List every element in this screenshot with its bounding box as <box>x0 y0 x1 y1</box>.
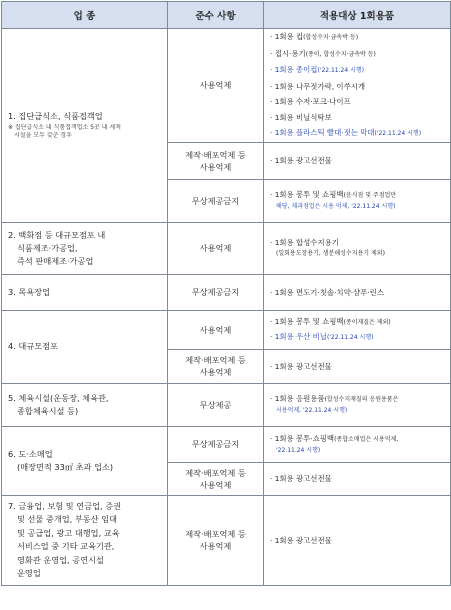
list-item: · 1회용 면도기·칫솔·치약·샴푸·린스 <box>270 287 384 297</box>
list-item-note: (일회용도장용기, 생분해성수지용기 제외) <box>276 250 385 257</box>
list-item: · 1회용 종이컵('22.11.24 시행) <box>270 65 365 74</box>
list-item: · 1회용 응원용품(합성수지재질의 응원용품은 <box>270 394 399 403</box>
table-row <box>2 426 451 462</box>
list-item-note: 해당, 제과점업은 시용 억제, '22.11.24 시행) <box>276 203 396 210</box>
requirement-cell: 무상제공금지 <box>168 179 264 222</box>
requirement-cell: 사용억제 <box>168 222 264 274</box>
table-row <box>2 29 451 143</box>
list-item: · 1회용 봉투 및 쇼핑백(종이재질은 제외) <box>270 316 391 326</box>
table-row <box>2 383 451 426</box>
industry-cell: 7. 금융업, 보험 및 연금업, 증권 및 선물 중개업, 부동산 임대 및 공급업, 광고 대행업, 교육 서비스업 중 기타 교육기관, 영화관 운영업, 공연시설 운영업 <box>2 495 168 585</box>
list-item: · 1회용 광고선전물 <box>270 361 332 371</box>
table-header-row <box>2 2 451 29</box>
list-item: · 1회용 봉투·쇼핑백(종합소매업은 시용억제, <box>270 433 399 443</box>
items-cell <box>264 142 451 179</box>
requirement-cell: 제작·배포억제 등 사용억제 <box>168 142 264 179</box>
list-item: · 1회용 광고선전물 <box>270 474 332 483</box>
requirement-cell: 제작·배포억제 등 사용억제 <box>168 349 264 383</box>
requirement-cell: 사용억제 <box>168 29 264 143</box>
items-cell <box>264 310 451 349</box>
items-cell <box>264 29 451 143</box>
regulation-table-wrapper <box>1 1 450 586</box>
list-item: · 1회용 나무젓가락, 이쑤시개 <box>270 81 365 91</box>
items-cell <box>264 383 451 426</box>
header-industry: 업 종 <box>2 2 168 29</box>
items-cell <box>264 462 451 495</box>
table-row <box>2 274 451 310</box>
list-item: · 1회용 비닐식탁보 <box>270 112 332 122</box>
items-cell <box>264 349 451 383</box>
list-item: · 1회용 광고선전물 <box>270 156 332 165</box>
table-row <box>2 310 451 349</box>
industry-cell: 3. 목욕장업 <box>2 274 168 310</box>
table-row <box>2 222 451 274</box>
list-item: · 1회용 컵(합성수지·금속박 등) <box>270 32 359 41</box>
industry-cell: 2. 백화점 등 대규모점포 내 식품제조·가공업, 즉석 판매제조·가공업 <box>2 222 168 274</box>
header-requirement: 준수 사항 <box>168 2 264 29</box>
industry-label: 1. 집단급식소, 식품접객업 <box>8 111 103 122</box>
requirement-cell: 제작·배포억제 등 사용억제 <box>168 462 264 495</box>
disposable-products-table <box>1 1 451 586</box>
items-cell <box>264 495 451 585</box>
list-item-note: 시용억제, '22.11.24 시행) <box>276 407 348 414</box>
requirement-cell: 사용억제 <box>168 310 264 349</box>
requirement-cell: 무상제공 <box>168 383 264 426</box>
requirement-cell: 무상제공금지 <box>168 426 264 462</box>
items-cell <box>264 274 451 310</box>
industry-cell: 6. 도·소매업 (매장면적 33㎡ 초과 업소) <box>2 426 168 495</box>
list-item: · 1회용 광고선전물 <box>270 535 332 545</box>
list-item: · 1회용 우산 비닐('22.11.24 시행) <box>270 331 374 341</box>
list-item: · 1회용 수저·포크·나이프 <box>270 97 351 106</box>
industry-cell: 4. 대규모점포 <box>2 310 168 383</box>
items-cell <box>264 426 451 462</box>
industry-cell: 5. 체육시설(운동장, 체육관, 종합체육시설 등) <box>2 383 168 426</box>
table-row <box>2 495 451 585</box>
requirement-cell: 무상제공금지 <box>168 274 264 310</box>
items-cell <box>264 179 451 222</box>
industry-cell <box>2 29 168 223</box>
list-item: · 1회용 봉투 및 쇼핑백(음식점 및 주점업만 <box>270 190 397 199</box>
items-cell <box>264 222 451 274</box>
list-item-note: '22.11.24 시행) <box>276 446 321 454</box>
list-item: · 1회용 합성수지용기 <box>270 238 339 247</box>
industry-note: ※ 집단급식소 내 식품접객업소 5곳 내 세척 시설을 모두 갖춘 경우 <box>8 124 122 140</box>
list-item: · 접시·용기(종이, 합성수지·금속박 등) <box>270 48 376 58</box>
requirement-cell: 제작·배포억제 등 사용억제 <box>168 495 264 585</box>
list-item: · 1회용 플라스틱 빨대·젓는 막대('22.11.24 시행) <box>270 128 422 137</box>
header-target-products: 적용대상 1회용품 <box>264 2 451 29</box>
